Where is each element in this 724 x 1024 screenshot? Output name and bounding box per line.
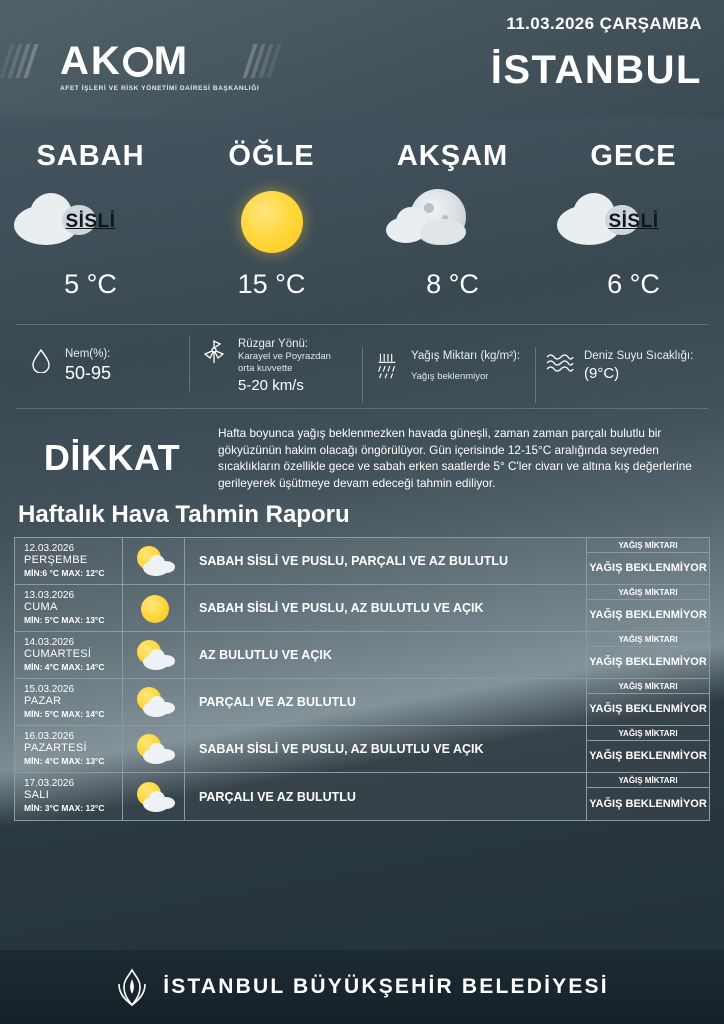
logo-stripes-left — [5, 44, 33, 78]
ibb-tulip-icon — [115, 967, 149, 1007]
rain-value: Yağış beklenmiyor — [411, 370, 489, 382]
row-rain-cell — [587, 538, 709, 584]
row-minmax: MİN: 5°C MAX: 13°C — [24, 615, 105, 625]
akom-logo-text: AK M — [60, 39, 190, 83]
sun-icon — [181, 183, 362, 261]
daypart-temperature: 5 °C — [64, 269, 117, 299]
daypart-temperature: 6 °C — [607, 269, 660, 299]
city-name: İSTANBUL — [490, 48, 702, 92]
wind-detail: Karayel ve Poyrazdan orta kuvvette — [238, 351, 331, 374]
table-row — [15, 726, 709, 773]
row-rain-cell — [587, 585, 709, 631]
row-rain-cell — [587, 632, 709, 678]
sea-temperature-cell — [535, 349, 708, 382]
rain-label: Yağış Miktarı (kg/m²): — [411, 349, 521, 362]
windmill-icon — [199, 337, 229, 365]
fog-cloud-icon — [543, 183, 724, 261]
rain-value: YAĞIŞ BEKLENMİYOR — [589, 797, 707, 810]
rain-header: YAĞIŞ MİKTARI — [587, 773, 709, 788]
sun-cloud-icon — [123, 538, 185, 584]
row-date: 15.03.2026 — [24, 684, 75, 695]
sea-value: (9°C) — [584, 365, 620, 382]
row-date: 13.03.2026 — [24, 590, 75, 601]
row-description: SABAH SİSLİ VE PUSLU, AZ BULUTLU VE AÇIK — [185, 585, 587, 631]
daypart-temperature: 8 °C — [426, 269, 479, 299]
row-date-cell — [15, 773, 123, 820]
sun-cloud-icon — [123, 679, 185, 725]
sea-label: Deniz Suyu Sıcaklığı: — [584, 350, 694, 362]
row-day: SALI — [24, 789, 50, 801]
row-day: CUMA — [24, 601, 58, 613]
wind-label: Rüzgar Yönü: — [238, 338, 309, 350]
wind-value: 5-20 km/s — [238, 377, 304, 394]
akom-logo-subtitle: AFET İŞLERİ VE RİSK YÖNETİMİ DAİRESİ BAŞKANLIĞI — [60, 85, 260, 92]
rain-header: YAĞIŞ MİKTARI — [587, 538, 709, 553]
row-date-cell — [15, 726, 123, 772]
table-row — [15, 538, 709, 585]
row-minmax: MİN: 4°C MAX: 14°C — [24, 662, 105, 672]
moon-cloud-icon — [362, 183, 543, 261]
weekly-forecast-table — [14, 537, 710, 821]
sun-icon — [123, 585, 185, 631]
daypart-title: SABAH — [36, 140, 145, 172]
table-row — [15, 585, 709, 632]
row-rain-cell — [587, 726, 709, 772]
row-description: SABAH SİSLİ VE PUSLU, AZ BULUTLU VE AÇIK — [185, 726, 587, 772]
info-strip — [16, 324, 708, 409]
rain-header: YAĞIŞ MİKTARI — [587, 585, 709, 600]
sun-cloud-icon — [123, 773, 185, 820]
row-rain-cell — [587, 773, 709, 820]
akom-logo — [60, 40, 259, 92]
wave-icon — [545, 349, 575, 373]
rain-icon — [372, 349, 402, 381]
row-day: CUMARTESİ — [24, 648, 92, 660]
table-row — [15, 773, 709, 820]
rain-value: YAĞIŞ BEKLENMİYOR — [589, 656, 707, 668]
row-minmax: MİN:6 °C MAX: 12°C — [24, 568, 105, 578]
daypart-ogle — [181, 140, 362, 300]
humidity-label: Nem(%): — [65, 348, 111, 360]
daypart-title: AKŞAM — [396, 140, 509, 172]
report-date: 11.03.2026 ÇARŞAMBA — [506, 14, 702, 33]
dayparts-row — [0, 118, 724, 310]
row-description: SABAH SİSLİ VE PUSLU, PARÇALI VE AZ BULUTLU — [185, 538, 587, 584]
daypart-title: GECE — [590, 140, 677, 172]
row-date-cell — [15, 538, 123, 584]
row-date: 16.03.2026 — [24, 731, 75, 742]
fog-cloud-icon — [0, 183, 181, 261]
daypart-temperature: 15 °C — [237, 269, 306, 299]
row-day: PERŞEMBE — [24, 554, 88, 566]
rain-header: YAĞIŞ MİKTARI — [587, 632, 709, 647]
sun-cloud-icon — [123, 726, 185, 772]
row-description: AZ BULUTLU VE AÇIK — [185, 632, 587, 678]
table-row — [15, 632, 709, 679]
page-footer — [0, 950, 724, 1024]
rain-value: YAĞIŞ BEKLENMİYOR — [589, 562, 707, 574]
droplet-icon — [26, 347, 56, 373]
humidity-cell — [16, 347, 189, 384]
rain-header: YAĞIŞ MİKTARI — [587, 679, 709, 694]
row-minmax: MİN: 3°C MAX: 12°C — [24, 803, 105, 813]
wind-cell — [189, 337, 362, 394]
row-rain-cell — [587, 679, 709, 725]
row-date-cell — [15, 632, 123, 678]
row-day: PAZARTESİ — [24, 742, 87, 754]
row-date: 17.03.2026 — [24, 778, 75, 789]
row-description: PARÇALI VE AZ BULUTLU — [185, 679, 587, 725]
humidity-value: 50-95 — [65, 363, 112, 383]
daypart-condition: SİSLİ — [65, 211, 116, 232]
row-date: 12.03.2026 — [24, 543, 75, 554]
warning-title: DİKKAT — [43, 437, 181, 478]
row-minmax: MİN: 4°C MAX: 13°C — [24, 756, 105, 766]
row-date: 14.03.2026 — [24, 637, 75, 648]
table-row — [15, 679, 709, 726]
rain-header: YAĞIŞ MİKTARI — [587, 726, 709, 741]
sun-cloud-icon — [123, 632, 185, 678]
page-header — [0, 0, 724, 118]
daypart-condition: SİSLİ — [608, 211, 659, 232]
row-description: PARÇALI VE AZ BULUTLU — [185, 773, 587, 820]
footer-text: İSTANBUL BÜYÜKŞEHİR BELEDİYESİ — [163, 975, 609, 998]
akom-logo-ring-icon — [123, 47, 153, 77]
row-minmax: MİN: 5°C MAX: 14°C — [24, 709, 105, 719]
rain-value: YAĞIŞ BEKLENMİYOR — [589, 750, 707, 762]
rain-value: YAĞIŞ BEKLENMİYOR — [589, 609, 707, 621]
daypart-aksam — [362, 140, 543, 300]
warning-text: Hafta boyunca yağış beklenmezken havada güneşli, zaman zaman parçalı bulutlu bir gökyüzünün hakim olacağı öngörülüyor. Gün içerisinde 12-15°C aralığında seyreden sıcaklıkların özellikle gece ve sabah erken saatlerde 5° C'ler civarı ve altına kış değerlerine gerileyerek üşütmeye devam edeceği tahmin ediliyor. — [218, 426, 692, 490]
rain-cell — [362, 349, 535, 383]
warning-section — [16, 425, 708, 491]
row-date-cell — [15, 585, 123, 631]
weekly-forecast-title: Haftalık Hava Tahmin Raporu — [18, 501, 350, 528]
rain-value: YAĞIŞ BEKLENMİYOR — [589, 703, 707, 715]
daypart-sabah — [0, 140, 181, 300]
daypart-title: ÖĞLE — [228, 140, 315, 172]
row-date-cell — [15, 679, 123, 725]
daypart-gece — [543, 140, 724, 300]
row-day: PAZAR — [24, 695, 62, 707]
